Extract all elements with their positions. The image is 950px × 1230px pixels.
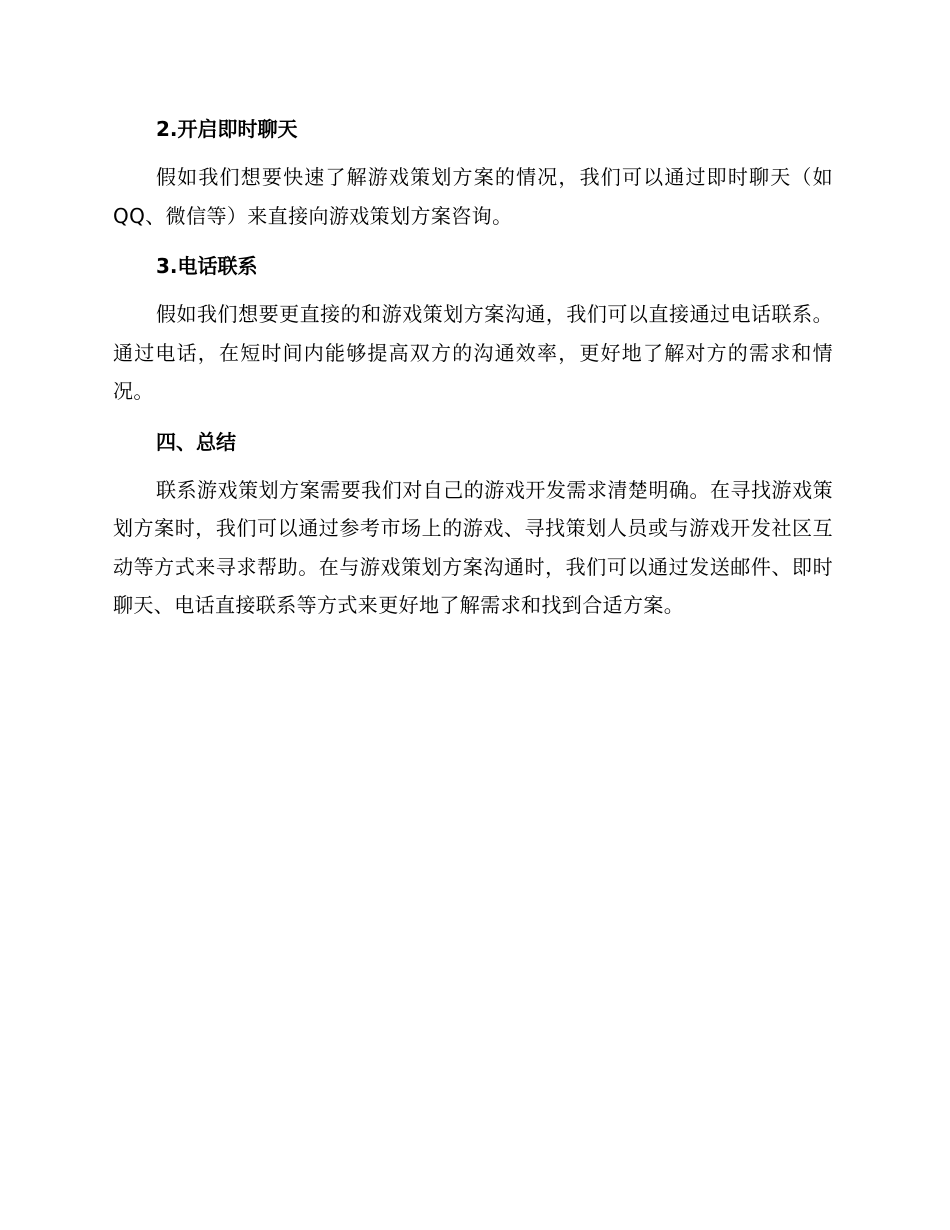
section-heading-phone-contact: 3.电话联系 xyxy=(156,254,258,278)
section-paragraph-phone-contact: 假如我们想要更直接的和游戏策划方案沟通，我们可以直接通过电话联系。通过电话，在短时间内能够提高双方的沟通效率，更好地了解对方的需求和情况。 xyxy=(113,302,833,403)
section-heading-instant-chat: 2.开启即时聊天 xyxy=(156,117,298,141)
section-paragraph-summary: 联系游戏策划方案需要我们对自己的游戏开发需求清楚明确。在寻找游戏策划方案时，我们可以通过参考市场上的游戏、寻找策划人员或与游戏开发社区互动等方式来寻求帮助。在与游戏策划方案沟通时，我们可以通过发送邮件、即时聊天、电话直接联系等方式来更好地了解需求和找到合适方案。 xyxy=(113,477,833,617)
section-paragraph-instant-chat: 假如我们想要快速了解游戏策划方案的情况，我们可以通过即时聊天（如 QQ、微信等）来直接向游戏策划方案咨询。 xyxy=(113,165,833,228)
section-heading-summary: 四、总结 xyxy=(156,429,236,454)
document-body xyxy=(113,110,833,637)
